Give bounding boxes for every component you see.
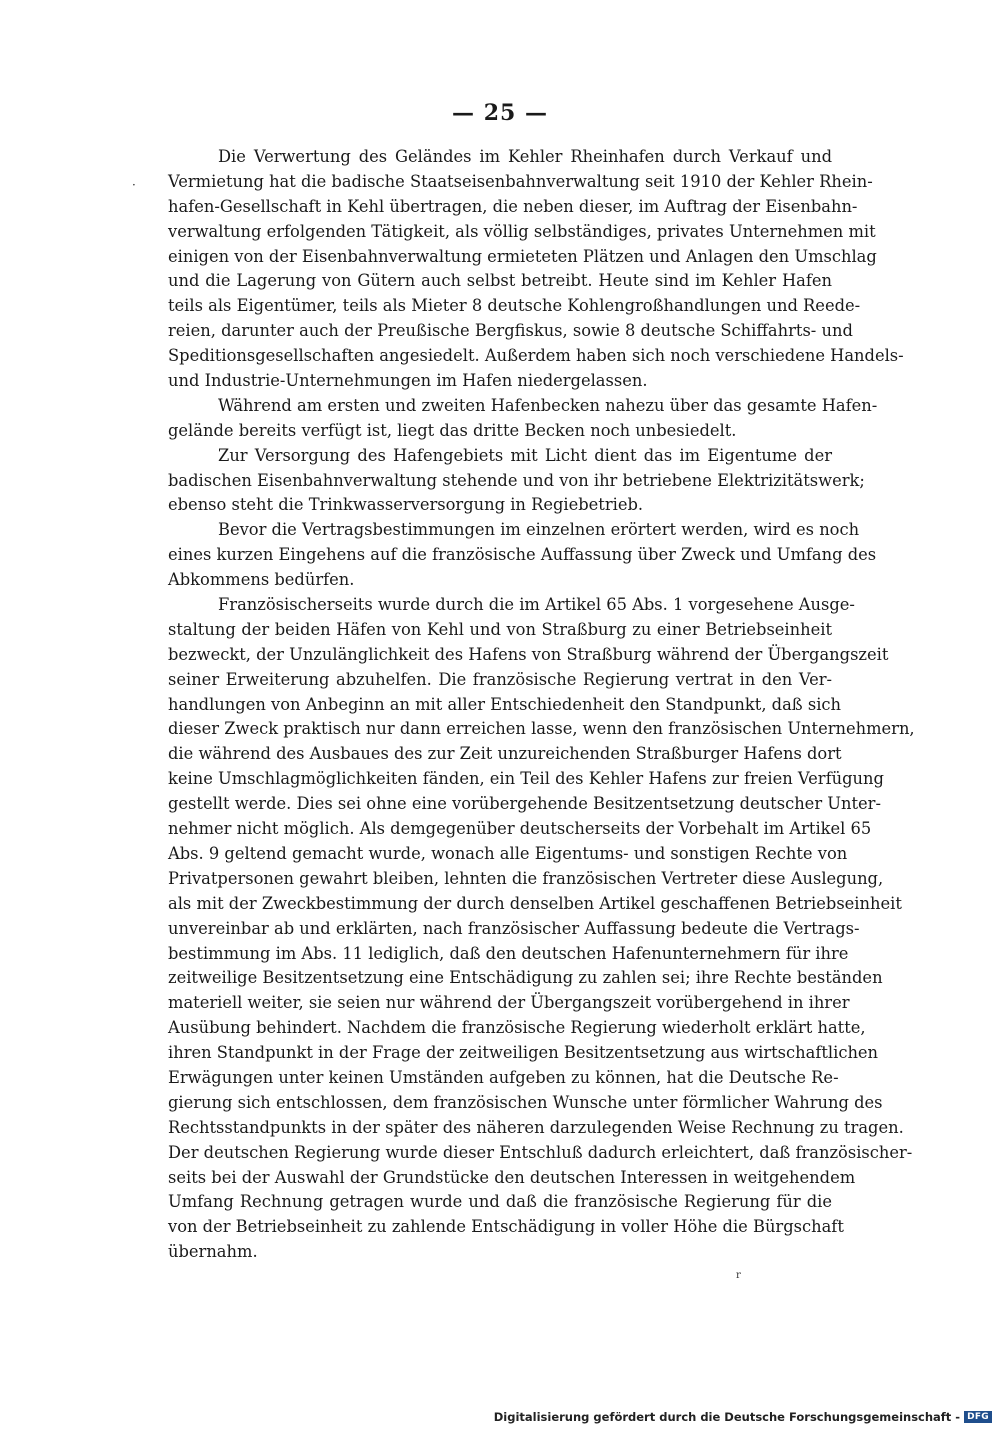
text-line: Zur Versorgung des Hafengebiets mit Licht dient das im Eigentume der (218, 445, 832, 465)
text-line: handlungen von Anbeginn an mit aller Entschiedenheit den Standpunkt, daß sich (168, 694, 842, 714)
text-line: Bevor die Vertragsbestimmungen im einzelnen erörtert werden, wird es noch (218, 520, 860, 540)
paragraph (168, 145, 904, 394)
text-line: staltung der beiden Häfen von Kehl und von Straßburg zu einer Betriebseinheit (168, 619, 832, 639)
page-number: — 25 — (452, 100, 548, 126)
text-line: bestimmung im Abs. 11 lediglich, daß den deutschen Hafenunternehmern für ihre (168, 943, 849, 963)
margin-mark: · (132, 178, 136, 192)
text-line: keine Umschlagmöglichkeiten fänden, ein Teil des Kehler Hafens zur freien Verfügung (168, 769, 884, 789)
text-line: seits bei der Auswahl der Grundstücke den deutschen Interessen in weitgehendem (168, 1167, 856, 1187)
text-line: und Industrie-Unternehmungen im Hafen niedergelassen. (168, 371, 648, 391)
text-line: Rechtsstandpunkts in der später des näheren darzulegenden Weise Rechnung zu tragen. (168, 1117, 904, 1137)
text-line: zeitweilige Besitzentsetzung eine Entschädigung zu zahlen sei; ihre Rechte beständen (168, 968, 883, 988)
text-line: Der deutschen Regierung wurde dieser Entschluß dadurch erleichtert, daß französischer- (168, 1142, 913, 1162)
paragraph (168, 593, 915, 1265)
text-line: gelände bereits verfügt ist, liegt das dritte Becken noch unbesiedelt. (168, 420, 737, 440)
text-line: und die Lagerung von Gütern auch selbst betreibt. Heute sind im Kehler Hafen (168, 271, 832, 291)
text-line: Speditionsgesellschaften angesiedelt. Außerdem haben sich noch verschiedene Handels- (168, 346, 904, 366)
text-line: Vermietung hat die badische Staatseisenbahnverwaltung seit 1910 der Kehler Rhein- (168, 171, 873, 191)
text-line: Privatpersonen gewahrt bleiben, lehnten die französischen Vertreter diese Auslegung, (168, 868, 884, 888)
text-line: dieser Zweck praktisch nur dann erreichen lasse, wenn den französischen Unternehmern, (168, 719, 915, 739)
text-line: materiell weiter, sie seien nur während der Übergangszeit vorübergehend in ihrer (168, 993, 850, 1013)
text-line: teils als Eigentümer, teils als Mieter 8 deutsche Kohlengroßhandlungen und Reede- (168, 296, 861, 316)
text-line: Abs. 9 geltend gemacht wurde, wonach alle Eigentums- und sonstigen Rechte von (168, 843, 848, 863)
text-line: seiner Erweiterung abzuhelfen. Die französische Regierung vertrat in den Ver- (168, 669, 832, 689)
text-line: unvereinbar ab und erklärten, nach französischer Auffassung bedeute die Vertrags- (168, 918, 860, 938)
paragraph (168, 394, 878, 444)
digitization-footer (494, 1410, 992, 1424)
text-line: nehmer nicht möglich. Als demgegenüber deutscherseits der Vorbehalt im Artikel 65 (168, 819, 872, 839)
text-line: gestellt werde. Dies sei ohne eine vorübergehende Besitzentsetzung deutscher Unter- (168, 794, 881, 814)
body-text (168, 145, 915, 1265)
text-line: ebenso steht die Trinkwasserversorgung in Regiebetrieb. (168, 495, 644, 515)
margin-mark: r (736, 1270, 741, 1281)
text-line: Umfang Rechnung getragen wurde und daß die französische Regierung für die (168, 1192, 832, 1212)
text-line: Ausübung behindert. Nachdem die französische Regierung wiederholt erklärt hatte, (168, 1018, 866, 1038)
text-line: Erwägungen unter keinen Umständen aufgeben zu können, hat die Deutsche Re- (168, 1067, 839, 1087)
paragraph (168, 518, 877, 593)
text-line: reien, darunter auch der Preußische Bergfiskus, sowie 8 deutsche Schiffahrts- und (168, 321, 853, 341)
text-line: gierung sich entschlossen, dem französischen Wunsche unter förmlicher Wahrung des (168, 1092, 883, 1112)
text-line: verwaltung erfolgenden Tätigkeit, als völlig selbständiges, privates Unternehmen mit (168, 221, 876, 241)
text-line: hafen-Gesellschaft in Kehl übertragen, die neben dieser, im Auftrag der Eisenbahn- (168, 196, 858, 216)
text-line: von der Betriebseinheit zu zahlende Entschädigung in voller Höhe die Bürgschaft (168, 1217, 844, 1237)
text-line: Während am ersten und zweiten Hafenbecken nahezu über das gesamte Hafen- (218, 395, 878, 415)
paragraph (168, 444, 865, 519)
text-line: die während des Ausbaues des zur Zeit unzureichenden Straßburger Hafens dort (168, 744, 842, 764)
text-line: bezweckt, der Unzulänglichkeit des Hafens von Straßburg während der Übergangszeit (168, 644, 889, 664)
text-line: badischen Eisenbahnverwaltung stehende und von ihr betriebene Elektrizitätswerk; (168, 470, 865, 490)
text-line: ihren Standpunkt in der Frage der zeitweiligen Besitzentsetzung aus wirtschaftlichen (168, 1043, 879, 1063)
text-line: einigen von der Eisenbahnverwaltung ermieteten Plätzen und Anlagen den Umschlag (168, 246, 877, 266)
text-line: eines kurzen Eingehens auf die französische Auffassung über Zweck und Umfang des (168, 545, 877, 565)
text-line: Die Verwertung des Geländes im Kehler Rheinhafen durch Verkauf und (218, 147, 832, 166)
footer-text: Digitalisierung gefördert durch die Deutsche Forschungsgemeinschaft - (493, 1410, 961, 1424)
dfg-logo: DFG (964, 1411, 992, 1423)
text-line: Französischerseits wurde durch die im Artikel 65 Abs. 1 vorgesehene Ausge- (218, 595, 855, 615)
text-line: als mit der Zweckbestimmung der durch denselben Artikel geschaffenen Betriebseinheit (168, 893, 902, 913)
text-line: Abkommens bedürfen. (168, 570, 355, 590)
text-line: übernahm. (168, 1242, 258, 1262)
